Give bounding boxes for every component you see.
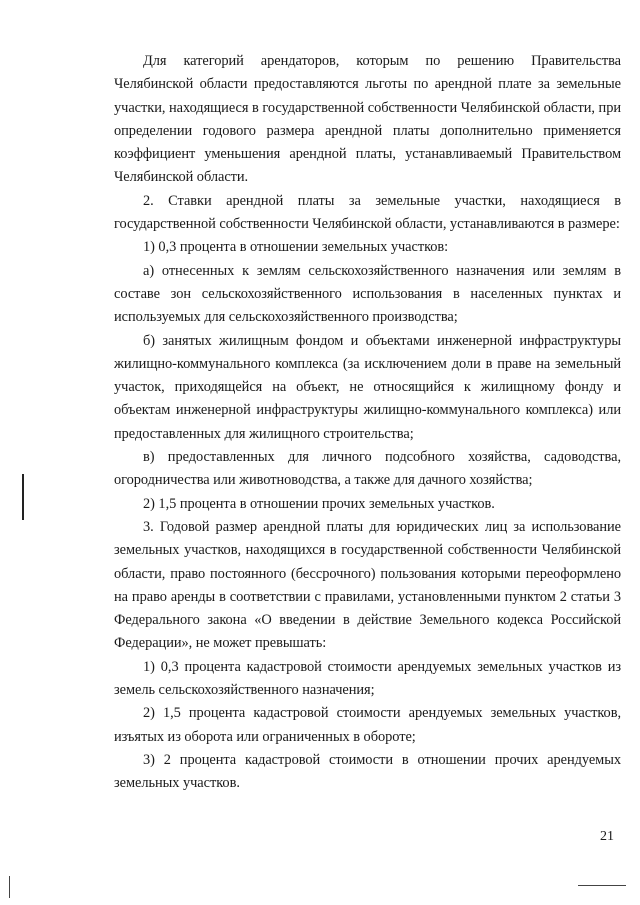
paragraph-item-2-1-v: в) предоставленных для личного подсобного хозяйства, садоводства, огородничества или животноводства, а также для дачного хозяйства;: [114, 449, 621, 489]
paragraph-item-3-1: 1) 0,3 процента кадастровой стоимости арендуемых земельных участков из земель сельскохозяйственного назначения;: [114, 658, 621, 699]
paragraph-item-2-2: 2) 1,5 процента в отношении прочих земельных участков.: [143, 495, 495, 512]
paragraph-item-3-2: 2) 1,5 процента кадастровой стоимости арендуемых земельных участков, изъятых из оборота или ограниченных в обороте;: [114, 705, 621, 745]
scan-artifact-line: [22, 474, 24, 520]
scan-artifact-line: [578, 885, 626, 886]
page-number: 21: [600, 829, 614, 844]
scan-artifact-line: [9, 876, 10, 898]
paragraph-item-2-rates: 2. Ставки арендной платы за земельные участки, находящиеся в государственной собственности Челябинской области, устанавливаются в размере:: [114, 192, 621, 233]
paragraph-item-2-1-a: а) отнесенных к землям сельскохозяйственного назначения или землям в составе зон сельскохозяйственного использования в населенных пунктах и используемых для сельскохозяйственного производства;: [114, 262, 621, 326]
paragraph-item-2-1-b: б) занятых жилищным фондом и объектами инженерной инфраструктуры жилищно-коммунального комплекса (за исключением доли в праве на земельный участок, приходящейся на объект, не относящийся к жилищному фонду и объектам инженерной инфраструктуры жилищно-коммунального комплекса) или предоставленных для жилищного строительства;: [114, 332, 621, 442]
paragraph-item-3: 3. Годовой размер арендной платы для юридических лиц за использование земельных участков, находящихся в государственной собственности Челябинской области, право постоянного (бессрочного) пользования которыми переоформлено на право аренды в соответствии с правилами, установленными пунктом 2 статьи 3 Федерального закона «О введении в действие Земельного кодекса Российской Федерации», не может превышать:: [114, 518, 621, 652]
paragraph-item-2-1: 1) 0,3 процента в отношении земельных участков:: [143, 239, 449, 256]
document-body: [114, 50, 621, 796]
paragraph-item-3-3: 3) 2 процента кадастровой стоимости в отношении прочих арендуемых земельных участков.: [114, 751, 621, 792]
paragraph-preferential-rates: Для категорий арендаторов, которым по решению Правительства Челябинской области предоставляются льготы по арендной плате за земельные участки, находящиеся в государственной собственности Челябинской области, при определении годового размера арендной платы дополнительно применяется коэффициент уменьшения арендной платы, устанавливаемый Правительством Челябинской области.: [114, 53, 621, 186]
